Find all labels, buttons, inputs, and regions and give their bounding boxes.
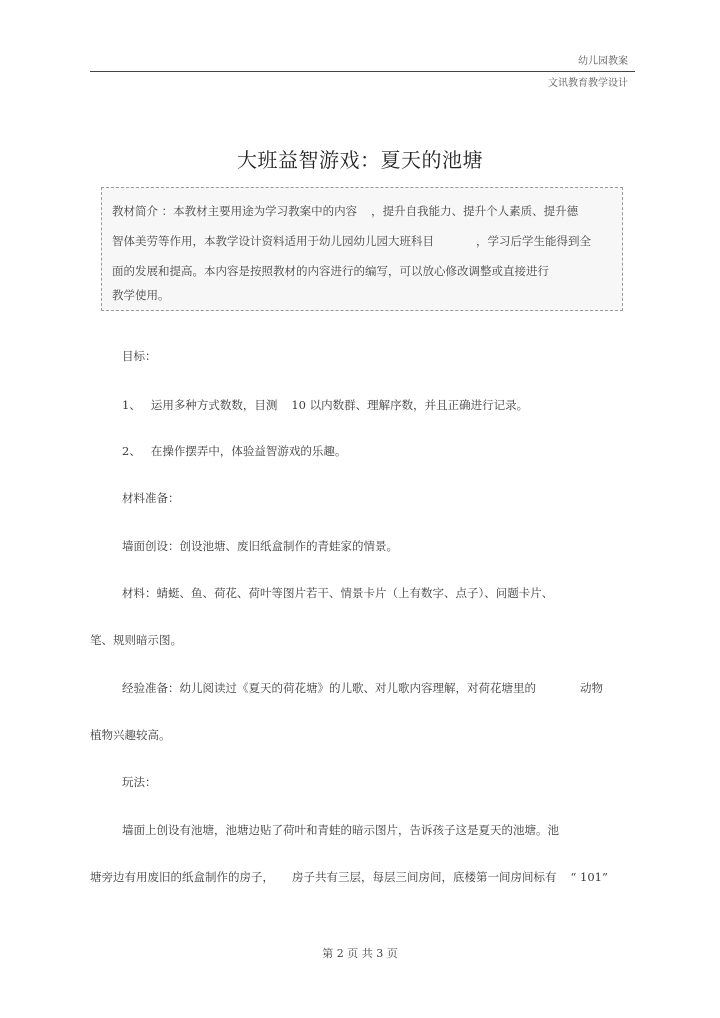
materials-heading: 材料准备： bbox=[122, 491, 180, 505]
intro-text: 教材简介 ：本教材主要用途为学习教案中的内容 bbox=[112, 204, 358, 218]
play-line-2 bbox=[90, 869, 608, 885]
goal-item-2 bbox=[122, 443, 346, 459]
materials-line-1: 材料：蜻蜓、鱼、荷花、荷叶等图片若干、情景卡片（上有数字、点子）、问题卡片、 bbox=[122, 586, 554, 600]
intro-line bbox=[112, 196, 612, 226]
play-text: “ 101” bbox=[570, 870, 608, 884]
intro-line: 教学使用。 bbox=[112, 288, 170, 302]
materials-line-2: 笔、规则暗示图。 bbox=[90, 633, 182, 647]
experience-line-2: 植物兴趣较高。 bbox=[90, 728, 171, 742]
play-text: 塘旁边有用废旧的纸盒制作的房子， bbox=[90, 870, 274, 884]
intro-line bbox=[112, 226, 612, 256]
play-text: 房子共有三层，每层三间房间，底楼第一间房间标有 bbox=[292, 870, 557, 884]
page-title: 大班益智游戏：夏天的池塘 bbox=[237, 148, 483, 172]
goal-text: 运用多种方式数数，目测 bbox=[150, 398, 278, 412]
goal-text: 10 以内数群、理解序数，并且正确进行记录。 bbox=[291, 398, 529, 412]
intro-text: ，学习后学生能得到全 bbox=[476, 234, 591, 248]
header-label: 幼儿园教案 bbox=[578, 56, 628, 67]
goal-number: 1、 bbox=[122, 398, 141, 412]
goal-heading: 目标： bbox=[122, 349, 157, 363]
header-divider bbox=[90, 71, 635, 72]
play-heading: 玩法： bbox=[122, 775, 157, 789]
intro-line: 面的发展和提高。本内容是按照教材的内容进行的编写，可以放心修改调整或直接进行 bbox=[112, 264, 549, 278]
experience-text: 动物 bbox=[580, 681, 603, 695]
goal-number: 2、 bbox=[122, 444, 141, 458]
intro-box bbox=[101, 187, 623, 311]
header-sublabel: 文讯教育教学设计 bbox=[548, 78, 628, 89]
intro-text: 智体美劳等作用，本教学设计资料适用于幼儿园幼儿园大班科目 bbox=[112, 234, 434, 248]
goal-text: 在操作摆弄中，体验益智游戏的乐趣。 bbox=[150, 444, 347, 458]
intro-text: ，提升自我能力、提升个人素质、提升德 bbox=[371, 204, 579, 218]
page-footer: 第 2 页 共 3 页 bbox=[322, 947, 398, 960]
play-line-1: 墙面上创设有池塘，池塘边贴了荷叶和青蛙的暗示图片，告诉孩子这是夏天的池塘。池 bbox=[122, 823, 559, 837]
wall-setup: 墙面创设：创设池塘、废旧纸盒制作的青蛙家的情景。 bbox=[122, 539, 398, 553]
experience-line-1 bbox=[122, 680, 603, 696]
experience-text: 经验准备：幼儿阅读过《夏天的荷花塘》的儿歌、对儿歌内容理解，对荷花塘里的 bbox=[122, 681, 536, 695]
goal-item-1 bbox=[122, 397, 528, 413]
